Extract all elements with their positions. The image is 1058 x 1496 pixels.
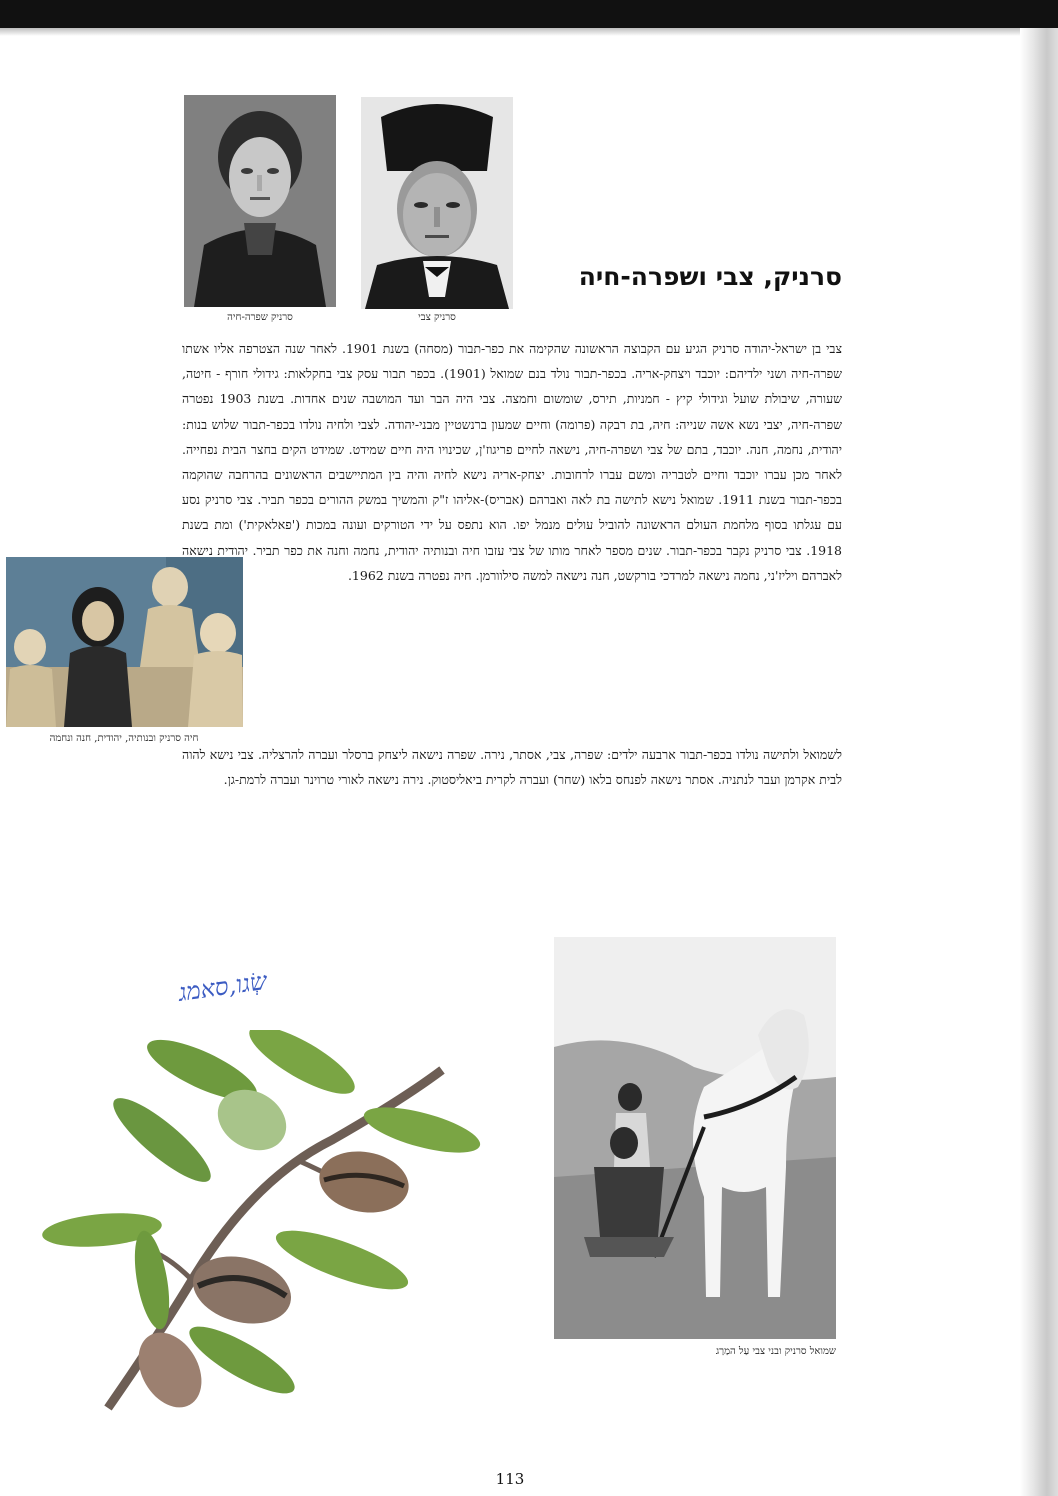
scan-shadow — [0, 28, 1058, 36]
portrait-zvi-caption: סרניק צבי — [418, 312, 456, 323]
horse-photo-caption: שמואל סרניק ובני צבי עַל המַרַג — [715, 1346, 836, 1357]
book-gutter — [1020, 28, 1058, 1496]
article-paragraph-2: לשמואל ולתישה נולדו בכפר-תבור ארבעה ילדים: שפרה, צבי, אסתר, נירה. שפרה נישאה ליצחק ברסלר ועברה להרצליה. צבי נישא להוה לבית אקרמן ועבר לנתניה. אסתר נישאה לפנחס בלאו (שחר) ועברה לקרית ביאליסטוק. נירה נישאה לאורי טרוינר ועברה לרמת-גן. — [182, 747, 842, 788]
family-photo-caption: חיה סרניק ובנותיה, יהודית, חנה ונחמה — [49, 733, 199, 744]
portrait-shifra-photo — [184, 95, 336, 307]
handwritten-signature: שְׂגו,סאמג — [176, 966, 269, 1007]
article-paragraph-1: צבי בן ישראל-יהודה סרניק הגיע עם הקבוצה הראשונה שהקימה את כפר-תבור (מסחה) בשנת 1901. לאחר שנה הצטרפה אליו אשתו שפרה-חיה ושני ילדיהם: יוכבד ויצחק-אריה. בכפר-תבור נולד בנם שמואל (1901). בכפר תבור עסק צבי בחקלאות: גידולי חורף - חיטה, שעורה, שיבולת שועל וגידולי קיץ - חמניות, תירס, שומשום וחמצה. צבי היה הבר ועד המושבה שנים אחדות. בשנת 1903 נפטרה שפרה-חיה, יצבי נשא אשה שנייה: חיה, בת רבקה (פרומה) וחיים שמעון ברנשטיין מבני-יהודה. לצבי ולחיה נולדו בכפר-תבור שלוש בנות: יהודית, נחמה, חנה. יוכבד, בתם של צבי ושפרה-חיה, נישאה לחיים פריגוז'ן, שכינויו היה חיים שמידט. שמידט הקים בחצר הבית נפחייה. לאחר מכן עברו יוכבד וחיים לטבריה ומשם עברו לרחובות. יצחק-אריה נישא לחיה והיה בין המתיישבים הראשונים בהרחבה שהוקמה בכפר-תבור בשנת 1911. שמואל נישא לתישה בת לאה ואברהם (אבריס)-אליהו ז"ק והמשיך במשק ההורים בכפר תביר. צבי סרניק נסע עם עגלתו בסוף מלחמת העולם הראשונה להוביל עולים מנמל יפו. הוא נתפס על ידי הטורקים ועונה במכות ('פאלאקית') ומת בשנת 1918. צבי סרניק נקבר בכפר-תבור. שנים מספר לאחר מותו של צבי עזבו חיה ובנותיה יהודית, נחמה וחנה את כפר תביר. יהודית נישאה לאברהם ויליז'ני, נחמה נישאה למרדכי בורקשט, חנה נישאה למשה סילוורמן. חיה נפטרה בשנת 1962. — [182, 341, 843, 583]
portrait-zvi-photo — [361, 97, 513, 309]
horse-plough-photo — [554, 937, 836, 1339]
almond-branch-illustration — [42, 1030, 512, 1420]
scan-top-border — [0, 0, 1058, 28]
page-title: סרניק, צבי ושפרה-חיה — [578, 262, 842, 291]
page-number: 113 — [495, 1470, 525, 1488]
portrait-shifra-caption: סרניק שפרה-חיה — [227, 312, 293, 323]
